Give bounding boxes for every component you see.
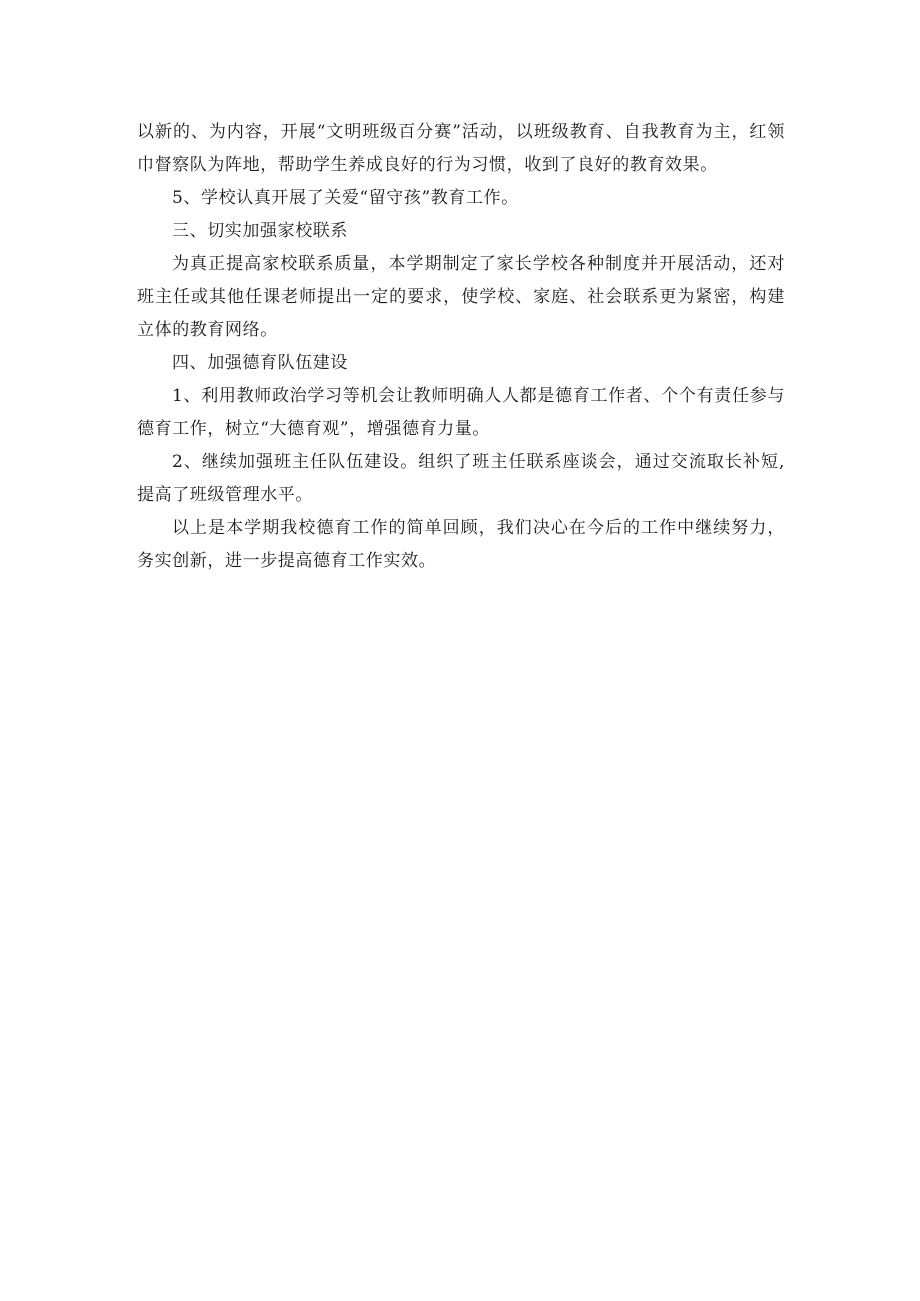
section-heading-4: 四、加强德育队伍建设 xyxy=(172,353,348,373)
paragraph-home-school: 为真正提高家校联系质量，本学期制定了家长学校各种制度并开展活动，还对班主任或其他任课老师提出一定的要求，使学校、家庭、社会联系更为紧密，构建立体的教育网络。 xyxy=(137,254,785,340)
document-body xyxy=(137,116,785,578)
paragraph-conclusion: 以上是本学期我校德育工作的简单回顾，我们决心在今后的工作中继续努力，务实创新，进一步提高德育工作实效。 xyxy=(137,518,785,571)
paragraph-item-1: 1、利用教师政治学习等机会让教师明确人人都是德育工作者、个个有责任参与德育工作，树立“大德育观”，增强德育力量。 xyxy=(137,386,785,439)
paragraph-continuation: 以新的、为内容，开展“文明班级百分赛”活动，以班级教育、自我教育为主，红领巾督察队为阵地，帮助学生养成良好的行为习惯，收到了良好的教育效果。 xyxy=(137,122,785,175)
section-heading-3: 三、切实加强家校联系 xyxy=(172,221,348,241)
paragraph-item-2: 2、继续加强班主任队伍建设。组织了班主任联系座谈会，通过交流取长补短,提高了班级管理水平。 xyxy=(137,452,785,505)
paragraph-item-5: 5、学校认真开展了关爱“留守孩”教育工作。 xyxy=(172,188,519,208)
